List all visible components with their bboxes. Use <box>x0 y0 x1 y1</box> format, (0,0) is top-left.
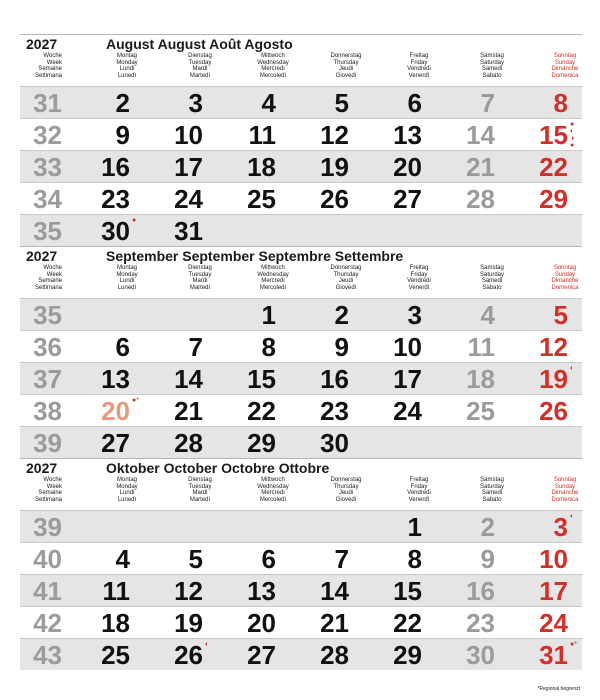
day-number: 8 <box>553 88 568 118</box>
weekday-name: Samstag <box>480 477 504 483</box>
day-number: 27 <box>393 184 422 214</box>
weekday-name: Giovedì <box>335 72 357 79</box>
weekday-name: Jeudi <box>338 278 354 284</box>
weekday-name: Dienstag <box>188 265 212 271</box>
week-label-line: Settimana <box>34 496 62 503</box>
day-number: 3 <box>188 88 203 118</box>
day-number: 7 <box>480 88 495 118</box>
day-number: 15 <box>393 576 422 606</box>
day-number: 20 <box>101 396 130 426</box>
day-number: 28 <box>174 428 203 458</box>
weekday-header <box>236 477 310 503</box>
week-row <box>20 118 582 150</box>
day-number: 15 <box>539 120 568 150</box>
day-number: 10 <box>539 544 568 574</box>
day-number: 12 <box>539 332 568 362</box>
weekday-name: Sonntag <box>553 53 577 59</box>
month-block <box>20 246 582 458</box>
week-row <box>20 542 582 574</box>
week-row <box>20 86 582 118</box>
month-header <box>20 246 582 298</box>
week-label-line: Semaine <box>38 66 62 72</box>
weekday-name: Mercredi <box>261 66 285 72</box>
weekday-name: Wednesday <box>257 59 289 66</box>
day-number: 10 <box>393 332 422 362</box>
day-number: 21 <box>466 152 495 182</box>
day-number: 5 <box>334 88 349 118</box>
week-label-line: Week <box>46 59 62 66</box>
week-row <box>20 298 582 330</box>
day-number: 31 <box>539 640 568 670</box>
weekday-name: Friday <box>410 483 428 490</box>
day-number: 17 <box>539 576 568 606</box>
weekday-name: Lundi <box>119 490 135 496</box>
day-number: 24 <box>174 184 203 214</box>
weekday-header <box>455 477 529 503</box>
day-number: 2 <box>115 88 130 118</box>
weekday-header <box>382 265 456 291</box>
holiday-marker: ●* <box>132 397 139 404</box>
day-number: 9 <box>334 332 349 362</box>
month-block <box>20 34 582 246</box>
day-number: 2 <box>480 512 495 542</box>
weekday-header <box>455 53 529 79</box>
day-number: 12 <box>320 120 349 150</box>
weekday-name: Friday <box>410 59 428 66</box>
weekday-name: Thursday <box>333 59 359 66</box>
week-label-line: Settimana <box>34 72 62 79</box>
weekday-header <box>382 477 456 503</box>
holiday-marker: ●* <box>570 641 577 648</box>
weekday-name: Domenica <box>551 284 579 291</box>
week-number: 32 <box>33 120 62 150</box>
weekday-header <box>528 477 600 503</box>
day-number: 29 <box>393 640 422 670</box>
weekday-name: Saturday <box>479 483 504 490</box>
weekday-name: Sabato <box>482 72 502 79</box>
weekday-header <box>163 265 237 291</box>
weekday-name: Vendredi <box>407 278 431 284</box>
weekday-name: Giovedì <box>335 284 357 291</box>
weekday-name: Samstag <box>480 53 504 59</box>
day-number: 6 <box>407 88 422 118</box>
day-number: 3 <box>407 300 422 330</box>
day-number: 18 <box>466 364 495 394</box>
week-number: 36 <box>33 332 62 362</box>
month-header <box>20 458 582 510</box>
week-column-header <box>22 477 62 503</box>
day-number: 16 <box>320 364 349 394</box>
holiday-marker <box>570 121 578 149</box>
weekday-name: Vendredi <box>407 490 431 496</box>
week-number: 38 <box>33 396 62 426</box>
week-number: 43 <box>33 640 62 670</box>
day-number: 1 <box>407 512 422 542</box>
week-row <box>20 574 582 606</box>
holiday-marker-glyph: ● <box>570 121 575 128</box>
weekday-name: Donnerstag <box>330 265 362 271</box>
weekday-name: Saturday <box>479 59 504 66</box>
day-number: 30 <box>466 640 495 670</box>
weekday-name: Montag <box>116 265 137 271</box>
weekday-name: Lunedì <box>117 284 137 291</box>
week-number: 40 <box>33 544 62 574</box>
day-number: 5 <box>188 544 203 574</box>
weekday-name: Jeudi <box>338 490 354 496</box>
weekday-name: Domenica <box>551 496 579 503</box>
weekday-name: Freitag <box>409 477 429 483</box>
day-number: 25 <box>247 184 276 214</box>
weekday-name: Tuesday <box>188 59 212 66</box>
holiday-marker-glyph: ◐ <box>570 128 575 135</box>
day-number: 19 <box>539 364 568 394</box>
weekday-name: Dimanche <box>551 490 579 496</box>
month-title: Oktober October Octobre Ottobre <box>106 460 330 476</box>
day-number: 17 <box>393 364 422 394</box>
weekday-header <box>90 477 164 503</box>
week-row <box>20 182 582 214</box>
weekday-name: Lunedì <box>117 72 137 79</box>
week-label-line: Woche <box>43 53 62 59</box>
weekday-name: Sabato <box>482 284 502 291</box>
weekday-header <box>528 265 600 291</box>
week-column-header <box>22 53 62 79</box>
weekday-name: Mercredi <box>261 278 285 284</box>
month-title: September September Septembre Settembre <box>106 248 404 264</box>
day-number: 9 <box>115 120 130 150</box>
weekday-name: Mercredi <box>261 490 285 496</box>
day-number: 28 <box>466 184 495 214</box>
weekday-name: Sunday <box>554 59 576 66</box>
footnote: *Regional begrenzt <box>537 686 580 692</box>
weekday-name: Venerdì <box>408 72 430 79</box>
weekday-name: Vendredi <box>407 66 431 72</box>
weekday-name: Venerdì <box>408 496 430 503</box>
day-number: 1 <box>261 300 276 330</box>
weekday-name: Montag <box>116 477 137 483</box>
day-number: 9 <box>480 544 495 574</box>
weekday-name: Mercoledì <box>259 496 287 503</box>
day-number: 12 <box>174 576 203 606</box>
weekday-name: Sonntag <box>553 477 577 483</box>
holiday-marker-glyph: ● <box>570 142 575 149</box>
day-number: 30 <box>320 428 349 458</box>
weekday-name: Mardi <box>192 490 208 496</box>
weekday-header <box>309 265 383 291</box>
weekday-name: Tuesday <box>188 271 212 278</box>
day-number: 16 <box>101 152 130 182</box>
day-number: 18 <box>247 152 276 182</box>
weekday-name: Sabato <box>482 496 502 503</box>
day-number: 27 <box>101 428 130 458</box>
week-label-line: Week <box>46 483 62 490</box>
day-number: 11 <box>102 576 130 606</box>
weekday-name: Martedì <box>189 284 211 291</box>
weekday-name: Wednesday <box>257 483 289 490</box>
holiday-marker: ◐ <box>570 365 575 372</box>
day-number: 5 <box>553 300 568 330</box>
day-number: 24 <box>393 396 422 426</box>
day-number: 21 <box>174 396 203 426</box>
day-number: 19 <box>320 152 349 182</box>
holiday-marker: ◐ <box>570 513 575 520</box>
day-number: 8 <box>261 332 276 362</box>
day-number: 11 <box>467 332 495 362</box>
week-number: 41 <box>33 576 62 606</box>
day-number: 7 <box>334 544 349 574</box>
weekday-header <box>90 265 164 291</box>
week-row <box>20 606 582 638</box>
weekday-name: Samedi <box>481 66 503 72</box>
day-number: 23 <box>101 184 130 214</box>
week-label-line: Woche <box>43 477 62 483</box>
year-label: 2027 <box>26 248 58 264</box>
week-row <box>20 426 582 458</box>
weekday-name: Sunday <box>554 483 576 490</box>
day-number: 27 <box>247 640 276 670</box>
holiday-marker-glyph: ◑ <box>570 135 575 142</box>
week-number: 39 <box>33 512 62 542</box>
weekday-header <box>236 53 310 79</box>
weekday-name: Wednesday <box>257 271 289 278</box>
weekday-name: Sunday <box>554 271 576 278</box>
week-label-line: Week <box>46 271 62 278</box>
weekday-name: Dimanche <box>551 278 579 284</box>
day-number: 7 <box>188 332 203 362</box>
weekday-name: Mercoledì <box>259 284 287 291</box>
day-number: 13 <box>101 364 130 394</box>
weekday-name: Freitag <box>409 53 429 59</box>
weekday-name: Mercoledì <box>259 72 287 79</box>
weekday-name: Domenica <box>551 72 579 79</box>
weekday-name: Giovedì <box>335 496 357 503</box>
week-number: 33 <box>33 152 62 182</box>
week-row <box>20 214 582 246</box>
weekday-name: Lundi <box>119 278 135 284</box>
day-number: 23 <box>320 396 349 426</box>
day-number: 3 <box>553 512 568 542</box>
day-number: 10 <box>174 120 203 150</box>
week-number: 31 <box>33 88 62 118</box>
weekday-name: Martedì <box>189 72 211 79</box>
day-number: 2 <box>334 300 349 330</box>
week-label-line: Semaine <box>38 278 62 284</box>
day-number: 17 <box>174 152 203 182</box>
day-number: 6 <box>261 544 276 574</box>
week-row <box>20 362 582 394</box>
day-number: 4 <box>480 300 495 330</box>
weekday-name: Jeudi <box>338 66 354 72</box>
day-number: 13 <box>393 120 422 150</box>
week-label-line: Semaine <box>38 490 62 496</box>
weekday-name: Saturday <box>479 271 504 278</box>
weekday-name: Thursday <box>333 271 359 278</box>
day-number: 14 <box>466 120 495 150</box>
weekday-name: Samedi <box>481 490 503 496</box>
weekday-name: Samedi <box>481 278 503 284</box>
day-number: 20 <box>247 608 276 638</box>
weekday-header <box>382 53 456 79</box>
week-row <box>20 510 582 542</box>
weekday-name: Mardi <box>192 66 208 72</box>
week-row <box>20 638 582 670</box>
day-number: 8 <box>407 544 422 574</box>
day-number: 26 <box>539 396 568 426</box>
day-number: 6 <box>115 332 130 362</box>
day-number: 14 <box>320 576 349 606</box>
weekday-name: Donnerstag <box>330 477 362 483</box>
weekday-name: Dienstag <box>188 477 212 483</box>
weekday-name: Mittwoch <box>261 265 285 271</box>
weekday-name: Tuesday <box>188 483 212 490</box>
weekday-name: Mittwoch <box>261 53 285 59</box>
weekday-name: Donnerstag <box>330 53 362 59</box>
weekday-name: Lundi <box>119 66 135 72</box>
day-number: 30 <box>101 216 130 246</box>
week-label-line: Woche <box>43 265 62 271</box>
week-row <box>20 394 582 426</box>
month-header <box>20 34 582 86</box>
holiday-marker: ◐ <box>205 641 210 648</box>
day-number: 14 <box>174 364 203 394</box>
day-number: 15 <box>247 364 276 394</box>
day-number: 11 <box>248 120 276 150</box>
day-number: 24 <box>539 608 568 638</box>
day-number: 18 <box>101 608 130 638</box>
day-number: 13 <box>247 576 276 606</box>
day-number: 22 <box>539 152 568 182</box>
weekday-name: Mittwoch <box>261 477 285 483</box>
weekday-header <box>528 53 600 79</box>
day-number: 16 <box>466 576 495 606</box>
calendar-months <box>20 34 582 670</box>
weekday-header <box>163 53 237 79</box>
weekday-header <box>236 265 310 291</box>
weekday-header <box>309 477 383 503</box>
week-column-header <box>22 265 62 291</box>
weekday-name: Samstag <box>480 265 504 271</box>
day-number: 22 <box>393 608 422 638</box>
weekday-name: Montag <box>116 53 137 59</box>
week-number: 42 <box>33 608 62 638</box>
day-number: 25 <box>466 396 495 426</box>
day-number: 29 <box>247 428 276 458</box>
week-number: 37 <box>33 364 62 394</box>
week-number: 39 <box>33 428 62 458</box>
month-block <box>20 458 582 670</box>
year-label: 2027 <box>26 460 58 476</box>
week-number: 35 <box>33 216 62 246</box>
week-number: 35 <box>33 300 62 330</box>
week-row <box>20 330 582 362</box>
day-number: 26 <box>320 184 349 214</box>
week-row <box>20 150 582 182</box>
weekday-name: Thursday <box>333 483 359 490</box>
month-title: August August Août Agosto <box>106 36 293 52</box>
day-number: 21 <box>320 608 349 638</box>
weekday-name: Dimanche <box>551 66 579 72</box>
day-number: 29 <box>539 184 568 214</box>
weekday-name: Mardi <box>192 278 208 284</box>
day-number: 23 <box>466 608 495 638</box>
weekday-name: Monday <box>116 59 138 66</box>
weekday-header <box>455 265 529 291</box>
day-number: 31 <box>174 216 203 246</box>
week-number: 34 <box>33 184 62 214</box>
weekday-name: Friday <box>410 271 428 278</box>
weekday-name: Sonntag <box>553 265 577 271</box>
weekday-name: Lunedì <box>117 496 137 503</box>
day-number: 22 <box>247 396 276 426</box>
week-label-line: Settimana <box>34 284 62 291</box>
weekday-name: Venerdì <box>408 284 430 291</box>
year-label: 2027 <box>26 36 58 52</box>
weekday-name: Martedì <box>189 496 211 503</box>
day-number: 28 <box>320 640 349 670</box>
weekday-header <box>163 477 237 503</box>
weekday-name: Freitag <box>409 265 429 271</box>
day-number: 20 <box>393 152 422 182</box>
day-number: 4 <box>261 88 276 118</box>
weekday-name: Monday <box>116 483 138 490</box>
day-number: 4 <box>115 544 130 574</box>
weekday-header <box>309 53 383 79</box>
day-number: 25 <box>101 640 130 670</box>
weekday-name: Monday <box>116 271 138 278</box>
weekday-header <box>90 53 164 79</box>
day-number: 19 <box>174 608 203 638</box>
holiday-marker: ● <box>132 217 137 224</box>
day-number: 26 <box>174 640 203 670</box>
weekday-name: Dienstag <box>188 53 212 59</box>
